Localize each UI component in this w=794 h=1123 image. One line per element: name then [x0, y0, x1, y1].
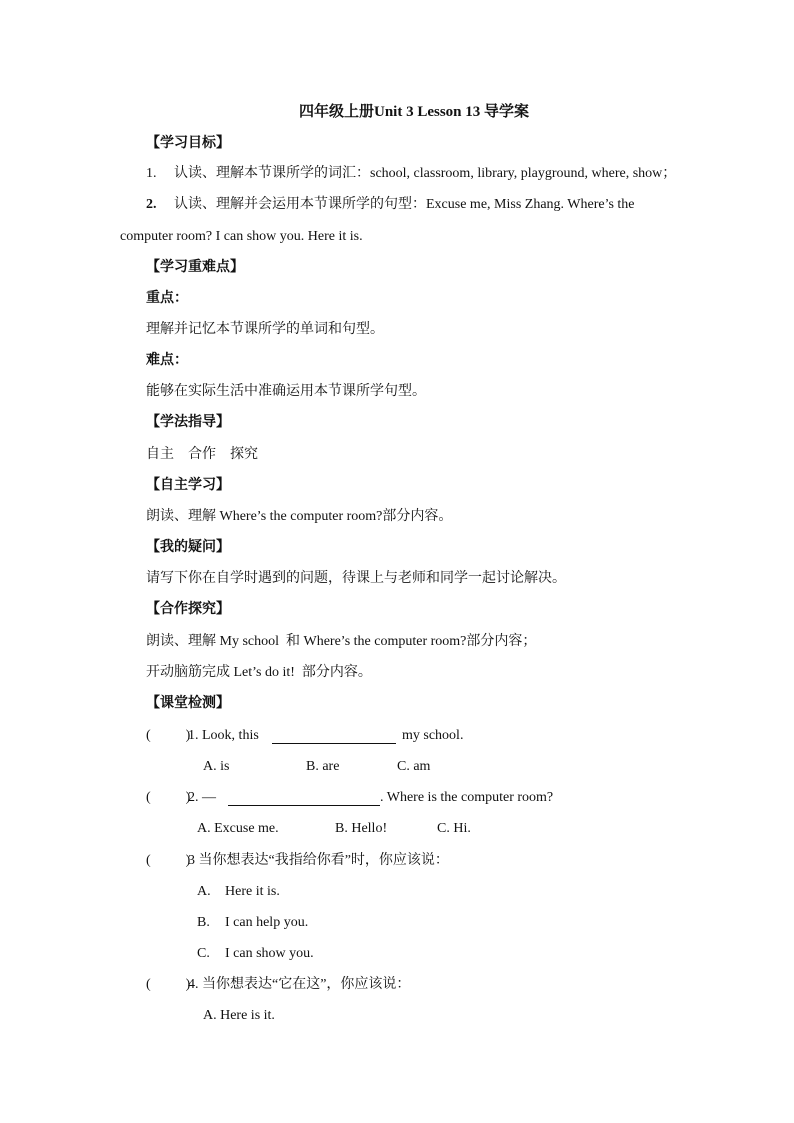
goal-2-text: 认读、理解并会运用本节课所学的句型：Excuse me, Miss Zhang. Where’s the [174, 197, 635, 212]
q4-answer-paren[interactable]: ( ) [146, 977, 191, 992]
q2-stem-start: 2. — [188, 790, 216, 805]
q3-option-a-letter: A. [197, 884, 211, 899]
q1-blank[interactable] [272, 729, 396, 744]
q2-stem-end: . Where is the computer room? [380, 790, 554, 805]
q3-answer-paren[interactable]: ( ) [146, 853, 191, 868]
q1-stem-start: 1. Look, this [188, 728, 259, 743]
q1-option-a: A. is [203, 759, 230, 774]
key-label: 重点： [146, 291, 188, 306]
page-title: 四年级上册Unit 3 Lesson 13 导学案 [298, 104, 530, 120]
q4-option-a: A. Here is it. [203, 1008, 275, 1023]
q1-option-b: B. are [306, 759, 340, 774]
q3-option-c-letter: C. [197, 946, 210, 961]
goal-1-text: 认读、理解本节课所学的词汇：school, classroom, library, playground, where, show； [174, 166, 677, 181]
cooperate-line-1: 朗读、理解 My school 和 Where’s the computer room?部分内容； [146, 634, 537, 649]
heading-key-points: 【学习重难点】 [146, 260, 244, 275]
q1-answer-paren[interactable]: ( ) [146, 728, 191, 743]
hard-text: 能够在实际生活中准确运用本节课所学句型。 [146, 384, 426, 399]
goal-2-continuation: computer room? I can show you. Here it is. [120, 229, 363, 244]
q2-option-a: A. Excuse me. [197, 821, 279, 836]
hard-label: 难点： [146, 353, 188, 368]
q1-stem-end: my school. [402, 728, 464, 743]
q3-option-b-text: I can help you. [225, 915, 309, 930]
heading-check: 【课堂检测】 [146, 696, 230, 711]
q3-stem: 3 当你想表达“我指给你看”时，你应该说： [188, 853, 449, 868]
goal-2-number: 2. [146, 197, 157, 212]
goal-1-number: 1. [146, 166, 157, 181]
self-study-text: 朗读、理解 Where’s the computer room?部分内容。 [146, 509, 453, 524]
q3-option-a-text: Here it is. [225, 884, 280, 899]
heading-goals: 【学习目标】 [146, 136, 230, 151]
q2-answer-paren[interactable]: ( ) [146, 790, 191, 805]
q1-option-c: C. am [397, 759, 431, 774]
q3-option-c-text: I can show you. [225, 946, 314, 961]
q3-option-b-letter: B. [197, 915, 210, 930]
q4-stem: 4. 当你想表达“它在这”，你应该说： [188, 977, 411, 992]
q2-blank[interactable] [228, 791, 380, 806]
heading-cooperate: 【合作探究】 [146, 602, 230, 617]
heading-method: 【学法指导】 [146, 415, 230, 430]
key-text: 理解并记忆本节课所学的单词和句型。 [146, 322, 384, 337]
questions-text: 请写下你在自学时遇到的问题，待课上与老师和同学一起讨论解决。 [146, 571, 566, 586]
q2-option-b: B. Hello! [335, 821, 388, 836]
method-text: 自主 合作 探究 [146, 447, 258, 462]
heading-questions: 【我的疑问】 [146, 540, 230, 555]
cooperate-line-2: 开动脑筋完成 Let’s do it! 部分内容。 [146, 665, 372, 680]
q2-option-c: C. Hi. [437, 821, 471, 836]
heading-self-study: 【自主学习】 [146, 478, 230, 493]
